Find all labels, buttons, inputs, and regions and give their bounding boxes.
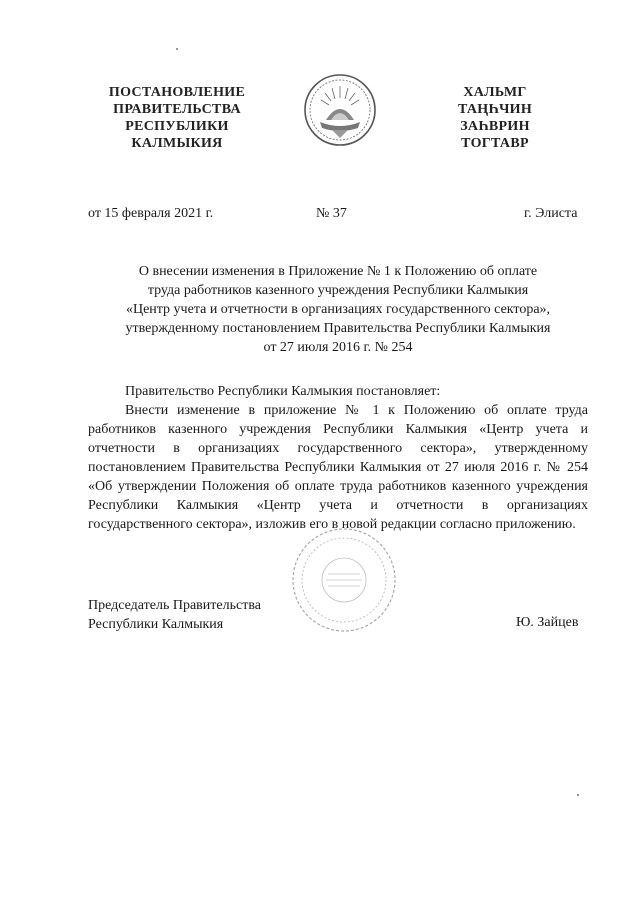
title-line: от 27 июля 2016 г. № 254 — [263, 340, 413, 355]
signature-position — [88, 596, 261, 634]
scan-speck — [176, 48, 178, 50]
document-city: г. Элиста — [524, 206, 578, 221]
header-left-line: РЕСПУБЛИКИ — [125, 119, 229, 134]
signature-position-line: Председатель Правительства — [88, 598, 261, 613]
document-number: № 37 — [316, 206, 347, 221]
scan-speck — [577, 794, 579, 796]
document-title — [88, 262, 588, 357]
header-right-line: ХАЛЬМГ — [463, 85, 527, 100]
signature-name: Ю. Зайцев — [516, 615, 579, 630]
document-body — [88, 382, 588, 534]
header-left-line: ПРАВИТЕЛЬСТВА — [113, 102, 241, 117]
title-line: труда работников казенного учреждения Республики Калмыкия — [147, 283, 529, 298]
header-right-line: ЗАҺВРИН — [460, 119, 530, 134]
title-line: «Центр учета и отчетности в организациях государственного сектора», — [125, 302, 551, 317]
header-right-line: ТАҢҺЧИН — [457, 102, 533, 117]
title-line: О внесении изменения в Приложение № 1 к Положению об оплате — [138, 264, 538, 279]
header-left-line: ПОСТАНОВЛЕНИЕ — [108, 85, 246, 100]
header-right-line: ТОГТАВР — [461, 136, 529, 151]
header-right — [440, 84, 550, 152]
round-seal-icon — [290, 526, 398, 634]
kalmykia-emblem-icon — [302, 72, 378, 148]
body-paragraph-main: Внести изменение в приложение № 1 к Положению об оплате труда работников казенного учреждения Республики Калмыкия «Центр учета и отчетности в организациях государственного сектора», утвержденному постановлением Правительства Республики Калмыкия от 27 июля 2016 г. № 254 «Об утверждении Положения об оплате труда работников казенного учреждения Республики Калмыкия «Центр учета и отчетности в организациях государственного сектора», изложив его в новой редакции согласно приложению. — [88, 403, 588, 532]
signature-position-line: Республики Калмыкия — [88, 617, 224, 632]
body-paragraph-intro: Правительство Республики Калмыкия постановляет: — [125, 384, 441, 399]
header-left-line: КАЛМЫКИЯ — [131, 136, 223, 151]
title-line: утвержденному постановлением Правительства Республики Калмыкия — [125, 321, 551, 336]
header-left — [92, 84, 262, 152]
document-date: от 15 февраля 2021 г. — [88, 206, 214, 221]
